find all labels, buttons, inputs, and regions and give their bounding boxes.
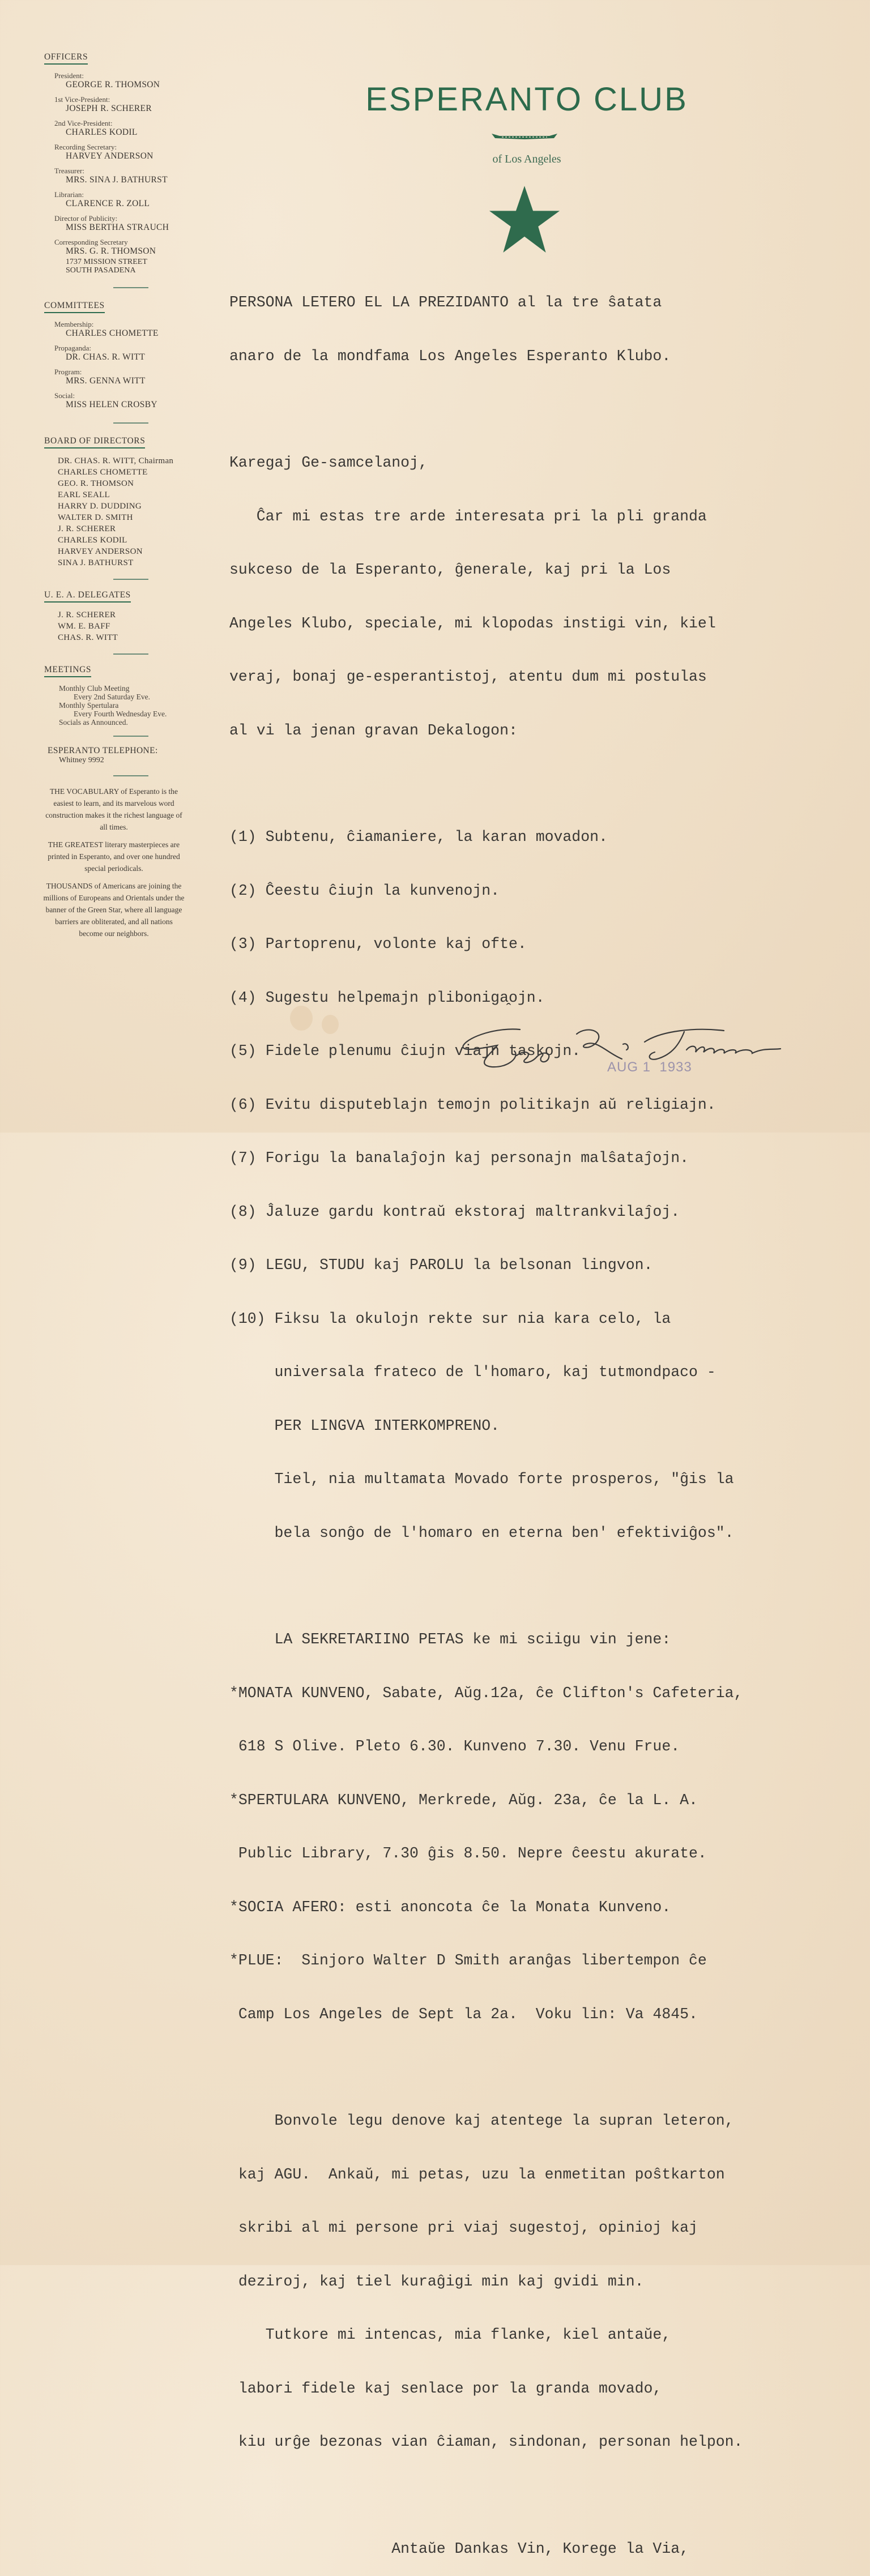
decalogue-item: Tiel, nia multamata Movado forte prosperos, "ĝis la: [229, 1471, 734, 1488]
officer-role: Director of Publicity:: [54, 214, 118, 223]
officer-name: HARVEY ANDERSON: [66, 151, 153, 161]
officer-role: President:: [54, 71, 84, 80]
meeting-line: Socials as Announced.: [59, 718, 128, 727]
meeting-line: Every 2nd Saturday Eve.: [74, 693, 150, 701]
officer-role: Corresponding Secretary: [54, 238, 128, 246]
closing-line: kiu urĝe bezonas vian ĉiaman, sindonan, personan helpon.: [229, 2433, 743, 2450]
delegate-name: WM. E. BAFF: [58, 622, 110, 631]
delegates-heading: U. E. A. DELEGATES: [44, 590, 131, 603]
director-name: EARL SEALL: [58, 490, 110, 499]
committee-name: MRS. GENNA WITT: [66, 376, 146, 386]
decalogue-item: bela sonĝo de l'homaro en eterna ben' efektiviĝos".: [229, 1524, 734, 1541]
letter-line: PERSONA LETERO EL LA PREZIDANTO al la tre ŝatata: [229, 294, 662, 311]
literature-blurb: THE GREATEST literary masterpieces are printed in Esperanto, and over one hundred special periodicals.: [48, 840, 180, 873]
officer-role: Treasurer:: [54, 166, 84, 175]
letter-line: sukceso de la Esperanto, ĝenerale, kaj pri la Los: [229, 561, 671, 578]
paper-stain: [322, 1015, 339, 1034]
committee-role: Program:: [54, 368, 82, 376]
officer-role: Recording Secretary:: [54, 143, 117, 151]
director-name: DR. CHAS. R. WITT, Chairman: [58, 456, 174, 465]
officer-role: Librarian:: [54, 190, 84, 199]
decalogue-item: (1) Subtenu, ĉiamaniere, la karan movadon.: [229, 828, 608, 845]
decalogue-item: (7) Forigu la banalaĵojn kaj personajn malŝataĵojn.: [229, 1150, 689, 1167]
divider: [113, 775, 148, 776]
announcement-line: Public Library, 7.30 ĝis 8.50. Nepre ĉeestu akurate.: [229, 1845, 707, 1862]
director-name: HARVEY ANDERSON: [58, 547, 143, 556]
closing-line: Tutkore mi intencas, mia flanke, kiel antaŭe,: [229, 2326, 671, 2343]
officer-role: 1st Vice-President:: [54, 95, 110, 104]
announcement-line: *SPERTULARA KUNVENO, Merkrede, Aŭg. 23a, ĉe la L. A.: [229, 1791, 698, 1809]
officer-name: CHARLES KODIL: [66, 127, 138, 137]
closing-line: skribi al mi persone pri viaj sugestoj, opinioj kaj: [229, 2219, 698, 2236]
decalogue-item: PER LINGVA INTERKOMPRENO.: [229, 1417, 500, 1434]
decalogue-item: (2) Ĉeestu ĉiujn la kunvenojn.: [229, 882, 500, 899]
address-line: 1737 MISSION STREET: [66, 258, 147, 266]
divider: [113, 287, 148, 288]
director-name: CHARLES KODIL: [58, 536, 127, 545]
decalogue-item: (9) LEGU, STUDU kaj PAROLU la belsonan lingvon.: [229, 1257, 653, 1274]
delegate-name: J. R. SCHERER: [58, 610, 116, 620]
officer-name: JOSEPH R. SCHERER: [66, 104, 152, 113]
director-name: GEO. R. THOMSON: [58, 479, 134, 488]
meetings-heading: MEETINGS: [44, 665, 91, 677]
address-line: SOUTH PASADENA: [66, 266, 136, 275]
vocabulary-blurb: THE VOCABULARY of Esperanto is the easiest to learn, and its marvelous word construction makes it the richest language of all times.: [45, 787, 182, 831]
closing-line: deziroj, kaj tiel kuraĝigi min kaj gvidi min.: [229, 2272, 644, 2290]
divider: [113, 579, 148, 580]
committees-heading: COMMITTEES: [44, 301, 105, 313]
telephone-number: Whitney 9992: [59, 756, 104, 764]
decalogue-item: (10) Fiksu la okulojn rekte sur nia kara celo, la: [229, 1310, 671, 1327]
decalogue-item: (4) Sugestu helpemajn pliboniga̭ojn.: [229, 989, 545, 1006]
officer-name: MRS. G. R. THOMSON: [66, 246, 156, 256]
date-stamp: AUG 1 1933: [607, 1060, 692, 1075]
committees-list: [41, 320, 216, 410]
announcement-line: *SOCIA AFERO: esti anoncota ĉe la Monata Kunveno.: [229, 1898, 671, 1916]
decalogue-item: (6) Evitu disputeblajn temojn politikajn aŭ religiajn.: [229, 1096, 716, 1113]
letter-line: veraj, bonaj ge-esperantistoj, atentu dum mi postulas: [229, 668, 707, 685]
committee-role: Propaganda:: [54, 344, 91, 352]
committee-role: Membership:: [54, 320, 94, 328]
officer-name: MRS. SINA J. BATHURST: [66, 175, 168, 185]
meeting-line: Every Fourth Wednesday Eve.: [74, 710, 167, 718]
thousands-blurb: THOUSANDS of Americans are joining the millions of Europeans and Orientals under the banner of the Green Star, where all language barriers are obliterated, and all nations become our neighbors.: [43, 882, 185, 938]
decalogue-item: (5) Fidele plenumu ĉiujn viajn taskojn.: [229, 1043, 581, 1060]
committee-name: DR. CHAS. R. WITT: [66, 352, 146, 362]
announcement-line: LA SEKRETARIINO PETAS ke mi sciigu vin jene:: [229, 1631, 671, 1648]
letter-line: Angeles Klubo, speciale, mi klopodas instigi vin, kiel: [229, 614, 716, 632]
announcement-line: Camp Los Angeles de Sept la 2a. Voku lin: Va 4845.: [229, 2005, 698, 2023]
board-list: [41, 455, 216, 569]
meeting-line: Monthly Spertulara: [59, 701, 119, 710]
officer-name: CLARENCE R. ZOLL: [66, 199, 150, 208]
letter-body: [229, 258, 858, 2576]
delegate-name: CHAS. R. WITT: [58, 633, 118, 642]
officer-name: GEORGE R. THOMSON: [66, 80, 160, 89]
ornament-icon: [491, 130, 558, 142]
letter-line: anaro de la mondfama Los Angeles Esperanto Klubo.: [229, 347, 671, 365]
closing-line: kaj AGU. Ankaŭ, mi petas, uzu la enmetitan poŝtkarton: [229, 2165, 725, 2183]
salutation: Karegaj Ge-samcelanoj,: [229, 454, 428, 471]
announcement-line: 618 S Olive. Pleto 6.30. Kunveno 7.30. Venu Frue.: [229, 1738, 680, 1755]
director-name: CHARLES CHOMETTE: [58, 468, 148, 477]
divider: [113, 422, 148, 424]
decalogue-item: (8) Ĵaluze gardu kontraŭ ekstoraj maltrankvilaĵoj.: [229, 1203, 680, 1220]
club-subtitle: of Los Angeles: [492, 153, 561, 165]
director-name: HARRY D. DUDDING: [58, 502, 142, 511]
divider: [113, 736, 148, 737]
announcement-line: *MONATA KUNVENO, Sabate, Aŭg.12a, ĉe Clifton's Cafeteria,: [229, 1684, 743, 1702]
committee-name: MISS HELEN CROSBY: [66, 400, 157, 409]
delegates-list: [41, 609, 216, 643]
letter-line: Ĉar mi estas tre arde interesata pri la pli granda: [229, 507, 707, 525]
paper-stain: [290, 1006, 313, 1031]
sidebar: [41, 52, 216, 945]
letter-line: al vi la jenan gravan Dekalogon:: [229, 721, 518, 739]
divider: [113, 653, 148, 655]
telephone-heading: ESPERANTO TELEPHONE:: [48, 746, 158, 755]
signoff: Antaŭe Dankas Vin, Korege la Via,: [229, 2540, 689, 2557]
closing-line: Bonvole legu denove kaj atentege la supran leteron,: [229, 2112, 734, 2129]
officer-role: 2nd Vice-President:: [54, 119, 113, 127]
committee-role: Social:: [54, 391, 75, 400]
closing-line: labori fidele kaj senlace por la granda movado,: [229, 2380, 662, 2397]
club-title: ESPERANTO CLUB: [365, 81, 688, 118]
green-star-icon: [488, 186, 561, 255]
director-name: SINA J. BATHURST: [58, 558, 134, 567]
decalogue-item: (3) Partoprenu, volonte kaj ofte.: [229, 935, 527, 952]
officers-list: [41, 71, 216, 275]
board-heading: BOARD OF DIRECTORS: [44, 436, 145, 448]
meetings-list: [41, 684, 216, 727]
meeting-line: Monthly Club Meeting: [59, 684, 130, 693]
director-name: WALTER D. SMITH: [58, 513, 133, 522]
officer-name: MISS BERTHA STRAUCH: [66, 223, 169, 232]
announcement-line: *PLUE: Sinjoro Walter D Smith aranĝas libertempon ĉe: [229, 1952, 707, 1969]
decalogue-item: universala frateco de l'homaro, kaj tutmondpaco -: [229, 1364, 716, 1381]
officers-heading: OFFICERS: [44, 52, 88, 65]
director-name: J. R. SCHERER: [58, 524, 116, 533]
committee-name: CHARLES CHOMETTE: [66, 328, 159, 338]
